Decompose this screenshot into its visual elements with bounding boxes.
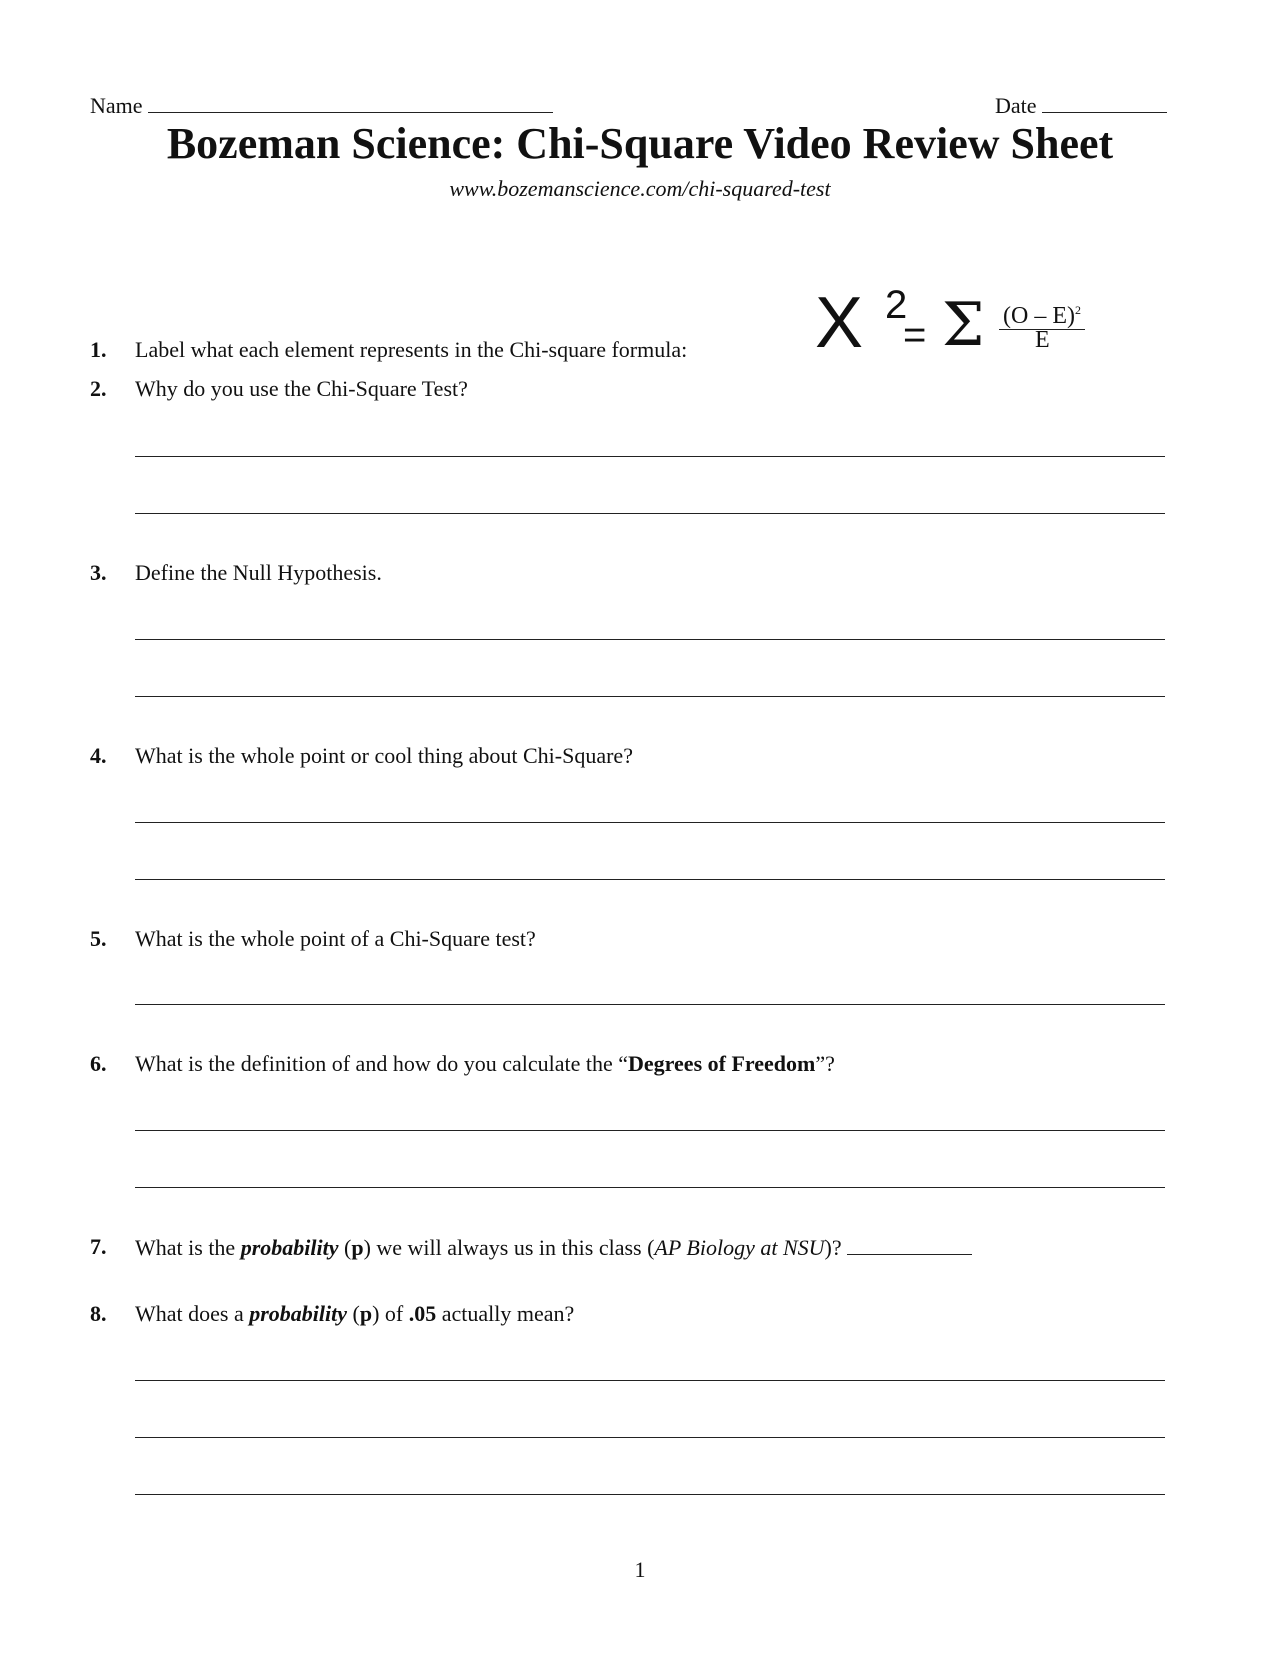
answer-line-3b[interactable] <box>135 696 1165 697</box>
answer-line-6a[interactable] <box>135 1130 1165 1131</box>
answer-line-5a[interactable] <box>135 1004 1165 1005</box>
question-8-text-a: What does a <box>135 1301 250 1326</box>
name-blank[interactable] <box>148 92 553 113</box>
date-label: Date <box>995 93 1037 118</box>
question-8-text-g: actually mean? <box>436 1301 575 1326</box>
question-2-text: Why do you use the Chi-Square Test? <box>135 376 468 401</box>
question-2-number: 2. <box>90 376 107 401</box>
date-field <box>995 92 1167 119</box>
question-8-text <box>135 1301 574 1327</box>
source-url: www.bozemanscience.com/chi-squared-test <box>449 176 831 201</box>
question-4-number: 4. <box>90 743 107 768</box>
date-blank[interactable] <box>1042 92 1167 113</box>
answer-line-6b[interactable] <box>135 1187 1165 1188</box>
question-1-number: 1. <box>90 337 107 362</box>
answer-line-4b[interactable] <box>135 879 1165 880</box>
question-7-text-a: What is the <box>135 1235 241 1260</box>
question-8-text-c: ( <box>347 1301 360 1326</box>
formula-chi: X <box>815 283 864 363</box>
question-4-text: What is the whole point or cool thing about Chi-Square? <box>135 743 633 768</box>
question-1-text: Label what each element represents in the Chi-square formula: <box>135 337 688 362</box>
question-6-text <box>135 1051 835 1077</box>
answer-line-8b[interactable] <box>135 1437 1165 1438</box>
question-6-bold-term: Degrees of Freedom <box>628 1051 816 1076</box>
question-7-text-g: )? <box>824 1235 842 1260</box>
page-number: 1 <box>634 1557 646 1582</box>
answer-line-4a[interactable] <box>135 822 1165 823</box>
question-3-text: Define the Null Hypothesis. <box>135 560 382 585</box>
formula-denominator: E <box>1035 327 1050 353</box>
question-8-p: p <box>359 1301 373 1326</box>
question-7-text <box>135 1234 972 1261</box>
question-7-blank[interactable] <box>847 1234 972 1255</box>
question-3-number: 3. <box>90 560 107 585</box>
chi-square-formula <box>815 283 1115 367</box>
question-8-term: probability <box>249 1301 348 1326</box>
question-7-text-e: ) we will always us in this class ( <box>363 1235 655 1260</box>
name-label: Name <box>90 93 143 118</box>
answer-line-8c[interactable] <box>135 1494 1165 1495</box>
question-7-class: AP Biology at NSU <box>654 1235 825 1260</box>
question-6-text-c: ”? <box>815 1051 835 1076</box>
formula-numerator <box>999 297 1085 330</box>
question-8-value: .05 <box>408 1301 437 1326</box>
question-8-number: 8. <box>90 1301 107 1326</box>
answer-line-8a[interactable] <box>135 1380 1165 1381</box>
question-5-text: What is the whole point of a Chi-Square test? <box>135 926 536 951</box>
answer-line-2a[interactable] <box>135 456 1165 457</box>
question-7-text-c: ( <box>338 1235 352 1260</box>
formula-numerator-text: (O – E) <box>1003 303 1075 329</box>
question-7-p: p <box>351 1235 364 1260</box>
formula-sigma: Σ <box>942 290 985 360</box>
question-7-number: 7. <box>90 1234 107 1259</box>
answer-line-3a[interactable] <box>135 639 1165 640</box>
name-field <box>90 92 553 119</box>
question-7-term: probability <box>240 1235 339 1260</box>
formula-equals: = <box>903 313 927 357</box>
question-6-text-a: What is the definition of and how do you calculate the “ <box>135 1051 629 1076</box>
question-6-number: 6. <box>90 1051 107 1076</box>
answer-line-2b[interactable] <box>135 513 1165 514</box>
formula-exponent: 2 <box>885 283 908 327</box>
page-title: Bozeman Science: Chi-Square Video Review Sheet <box>166 119 1114 168</box>
question-8-text-e: ) of <box>372 1301 409 1326</box>
formula-numerator-exp: 2 <box>1074 303 1081 317</box>
question-5-number: 5. <box>90 926 107 951</box>
